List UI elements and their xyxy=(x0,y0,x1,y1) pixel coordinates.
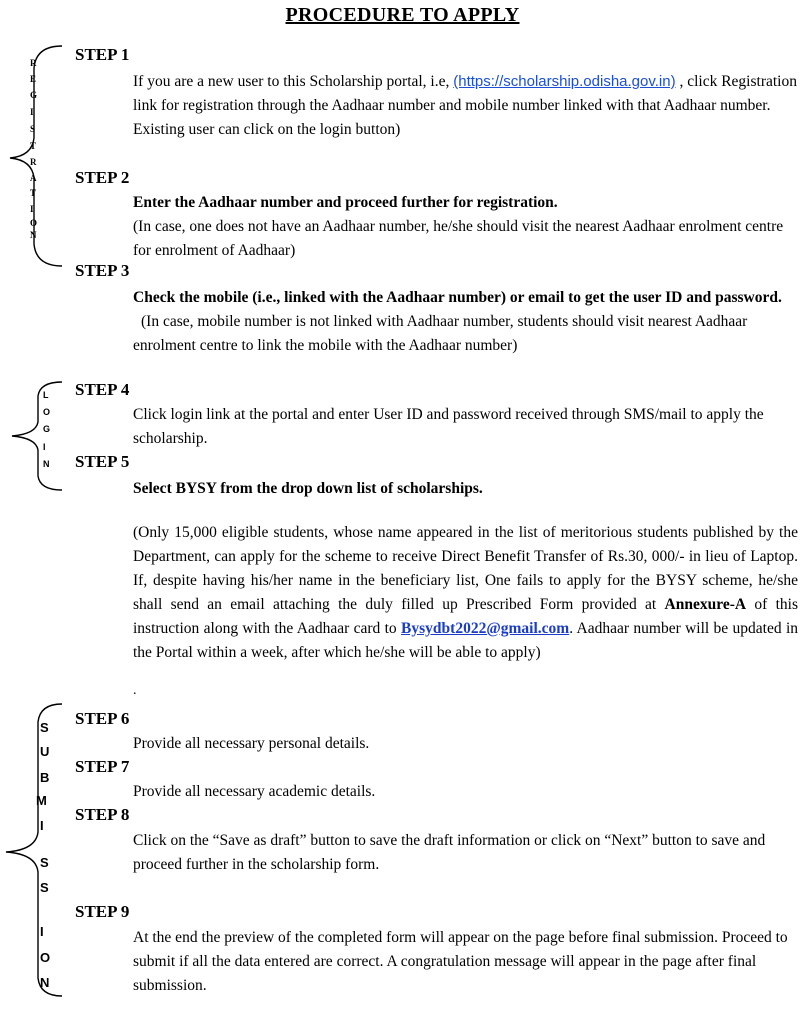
step-2-instruction: Enter the Aadhaar number and proceed further for registration. xyxy=(133,194,558,211)
step-3-heading: STEP 3 xyxy=(75,261,130,280)
page-title: PROCEDURE TO APPLY xyxy=(285,4,520,26)
step-1-text: If you are a new user to this Scholarship portal, i.e, (https://scholarship.odisha.gov.in) , click Registration link for registration through the Aadhaar number and mobile number linked with that Aadhaar number. Existing user can click on the login button) xyxy=(133,73,797,138)
step-1-heading: STEP 1 xyxy=(75,45,130,64)
step-2-note: (In case, one does not have an Aadhaar number, he/she should visit the nearest Aadhaar enrolment centre for enrolment of Aadhaar) xyxy=(133,218,784,259)
step-4-text: Click login link at the portal and enter User ID and password received through SMS/mail to apply the scholarship. xyxy=(133,406,764,447)
submission-brace xyxy=(0,700,70,1000)
step-5-instruction: Select BYSY from the drop down list of scholarships. xyxy=(133,480,483,497)
step-4-heading: STEP 4 xyxy=(75,380,130,399)
step-9-text: At the end the preview of the completed form will appear on the page before final submission. Proceed to submit if all the data entered are correct. A congratulation message will appear in the page after final submission. xyxy=(133,929,788,994)
step-2-text xyxy=(133,191,798,263)
step-8-heading: STEP 8 xyxy=(75,805,130,824)
step-8-text: Click on the “Save as draft” button to save the draft information or click on “Next” button to save and proceed further in the scholarship form. xyxy=(133,832,766,873)
step-6-heading: STEP 6 xyxy=(75,709,130,728)
step-7-text: Provide all necessary academic details. xyxy=(133,783,376,800)
annexure-a: Annexure-A xyxy=(664,596,747,613)
step-6-text: Provide all necessary personal details. xyxy=(133,735,370,752)
step-3-note: (In case, mobile number is not linked with Aadhaar number, students should visit nearest Aadhaar enrolment centre to link the mobile with the Aadhaar number) xyxy=(133,313,748,354)
step-2-heading: STEP 2 xyxy=(75,168,130,187)
step-7-heading: STEP 7 xyxy=(75,757,130,776)
step-5-heading: STEP 5 xyxy=(75,452,130,471)
stray-dot: . xyxy=(133,683,137,698)
step-5-paragraph: (Only 15,000 eligible students, whose name appeared in the list of meritorious students published by the Department, can apply for the scheme to receive Direct Benefit Transfer of Rs.30, 000/- in lieu of Laptop. If, despite having his/her name in the beneficiary list, One fails to apply for the BYSY scheme, he/she shall send an email attaching the duly filled up Prescribed Form provided at Annexure-A of this instruction along with the Aadhaar card to Bysydbt2022@gmail.com. Aadhaar number will be updated in the Portal within a week, after which he/she will be able to apply) xyxy=(133,524,799,661)
step-9-heading: STEP 9 xyxy=(75,902,130,921)
email-link[interactable]: Bysydbt2022@gmail.com xyxy=(401,620,570,637)
step-3-text xyxy=(133,286,798,358)
scholarship-portal-link[interactable]: (https://scholarship.odisha.gov.in) xyxy=(453,73,676,90)
step-3-instruction: Check the mobile (i.e., linked with the Aadhaar number) or email to get the user ID and password. xyxy=(133,289,782,306)
login-brace xyxy=(0,378,70,494)
